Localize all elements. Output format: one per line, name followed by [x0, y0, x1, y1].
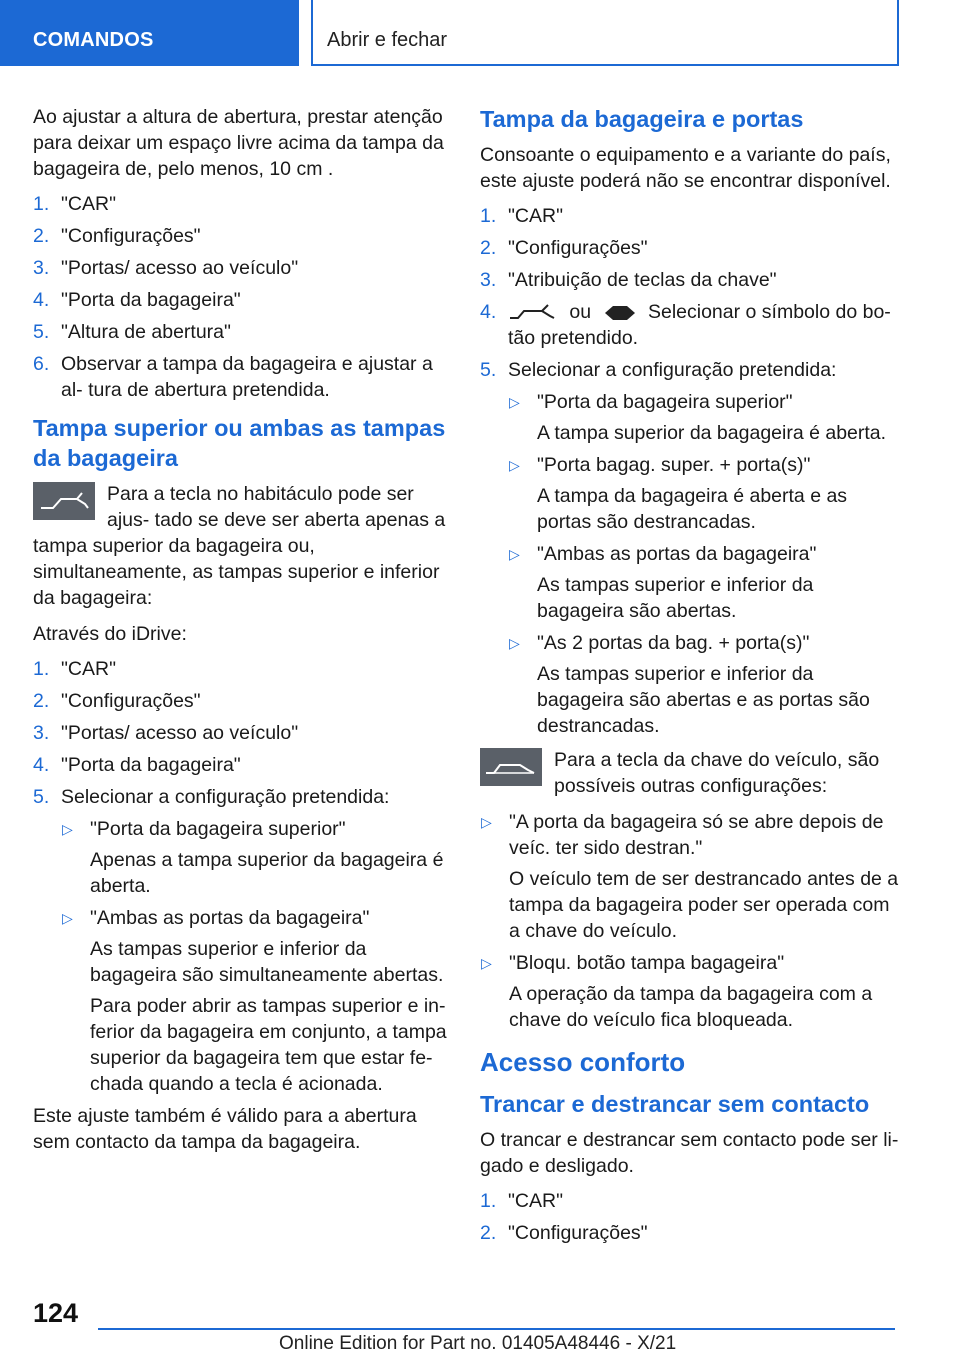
- steps-list: [33, 191, 448, 403]
- car-key-icon: [480, 748, 542, 786]
- section-heading: Tampa superior ou ambas as tampas da bagageira: [33, 415, 446, 471]
- option-item: ▷ "Porta da bagageira superior" Apenas a tampa superior da bagageira é aberta.: [61, 816, 448, 899]
- option-desc: Apenas a tampa superior da bagageira é aberta.: [90, 849, 444, 897]
- chapter-title: Abrir e fechar: [327, 29, 448, 51]
- triangle-bullet-icon: ▷: [62, 821, 73, 837]
- step4-text: Selecionar o símbolo do bo- tão pretendido.: [508, 301, 891, 349]
- closing-paragraph: Este ajuste também é válido para a abertura sem contacto da tampa da bagageira.: [33, 1105, 417, 1153]
- section-heading: Tampa da bagageira e portas: [480, 106, 804, 132]
- note-block: [480, 747, 900, 799]
- list-item: 2. "Configurações": [480, 237, 648, 259]
- option-item: ▷ "Ambas as portas da bagageira" As tampas superior e inferior da bagageira são abertas.: [508, 541, 900, 624]
- triangle-bullet-icon: ▷: [509, 546, 520, 562]
- option-item: ▷ "As 2 portas da bag. + porta(s)" As tampas superior e inferior da bagageira são abertas e as portas são destrancadas.: [508, 630, 900, 739]
- list-item: 4. "Porta da bagageira": [33, 754, 241, 776]
- list-item: 2. "Configurações": [33, 225, 201, 247]
- option-item: ▷ "Porta da bagageira superior" A tampa superior da bagageira é aberta.: [508, 389, 900, 446]
- option-item: ▷ "Bloqu. botão tampa bagageira" A operação da tampa da bagageira com a chave do veículo fica bloqueada.: [480, 950, 900, 1033]
- list-item: 2. "Configurações": [480, 1222, 648, 1244]
- car-key-button-icon: [603, 303, 637, 323]
- option-desc: As tampas superior e inferior da bagageira são simultaneamente abertas.: [90, 938, 444, 986]
- page-number: 124: [33, 1298, 79, 1328]
- or-label: ou: [569, 301, 592, 323]
- triangle-bullet-icon: ▷: [62, 910, 73, 926]
- list-item: 3. "Portas/ acesso ao veículo": [33, 257, 299, 279]
- steps-list: [33, 656, 448, 1097]
- car-key-tailgate-icon: [508, 302, 558, 324]
- edition-footer: Online Edition for Part no. 01405A48446 - X/21: [279, 1333, 677, 1354]
- steps-list: [480, 1188, 900, 1246]
- option-desc: Para poder abrir as tampas superior e in- ferior da bagageira em conjunto, a tampa superior da bagageira tem que estar fe- chada quando a tecla é acionada.: [90, 995, 447, 1095]
- option-desc: A tampa da bagageira é aberta e as portas são destrancadas.: [537, 485, 848, 533]
- triangle-bullet-icon: ▷: [509, 457, 520, 473]
- list-item: 4. ou Selecionar o símbolo do bo- tão pretendido.: [480, 301, 891, 349]
- options-list: [61, 816, 448, 1097]
- triangle-bullet-icon: ▷: [509, 394, 520, 410]
- section-tab: [0, 0, 299, 66]
- list-item: 3. "Atribuição de teclas da chave": [480, 269, 777, 291]
- list-item: 1. "CAR": [33, 658, 117, 680]
- list-item: 5. Selecionar a configuração pretendida: ▷ "Porta da bagageira superior" A tampa superior da bagageira é aberta. ▷ "Porta bagag. super. + porta(s)" A tampa da bagageira é aberta e as portas são destrancadas. ▷ "Ambas as portas da bagageira" As tampas superior e inferior da bagageira são abertas. ▷ "As 2 portas da bag. + porta(s)" As tampas superior e inferior da bagageira são abertas e as portas são destrancadas.: [480, 357, 900, 739]
- triangle-bullet-icon: ▷: [509, 635, 520, 651]
- list-item: 2. "Configurações": [33, 690, 201, 712]
- intro-paragraph: Consoante o equipamento e a variante do país, este ajuste poderá não se encontrar disponível.: [480, 144, 891, 192]
- idrive-label: Através do iDrive:: [33, 623, 187, 645]
- list-item: 5. "Altura de abertura": [33, 321, 231, 343]
- footer-divider: [98, 1328, 895, 1330]
- intro-paragraph: Ao ajustar a altura de abertura, prestar atenção para deixar um espaço livre acima da tampa da bagageira de, pelo menos, 10 cm .: [33, 106, 444, 180]
- intro-paragraph: O trancar e destrancar sem contacto pode ser li- gado e desligado.: [480, 1129, 899, 1177]
- section-label: COMANDOS: [33, 29, 154, 51]
- list-item: 6. Observar a tampa da bagageira e ajustar a al- tura de abertura pretendida.: [33, 353, 433, 401]
- option-desc: As tampas superior e inferior da bagageira são abertas.: [537, 574, 814, 622]
- list-item: 4. "Porta da bagageira": [33, 289, 241, 311]
- option-desc: A tampa superior da bagageira é aberta.: [537, 422, 887, 444]
- option-desc: A operação da tampa da bagageira com a chave do veículo fica bloqueada.: [509, 983, 873, 1031]
- option-desc: As tampas superior e inferior da bagageira são abertas e as portas são destrancadas.: [537, 663, 870, 737]
- options-list: [508, 389, 900, 739]
- note-block: [33, 481, 448, 611]
- chapter-header: [311, 0, 899, 66]
- triangle-bullet-icon: ▷: [481, 955, 492, 971]
- section-heading: Trancar e destrancar sem contacto: [480, 1091, 870, 1117]
- steps-list: [480, 203, 900, 739]
- major-heading: Acesso conforto: [480, 1047, 686, 1077]
- option-item: ▷ "Porta bagag. super. + porta(s)" A tampa da bagageira é aberta e as portas são destrancadas.: [508, 452, 900, 535]
- list-item: 3. "Portas/ acesso ao veículo": [33, 722, 299, 744]
- tailgate-button-icon: [33, 482, 95, 520]
- list-item: 1. "CAR": [480, 1190, 564, 1212]
- list-item: 1. "CAR": [33, 193, 117, 215]
- list-item: 1. "CAR": [480, 205, 564, 227]
- option-item: ▷ "A porta da bagageira só se abre depois de veíc. ter sido destran." O veículo tem de ser destrancado antes de a tampa da bagageira poder ser operada com a chave do veículo.: [481, 811, 899, 942]
- options-list: [480, 809, 900, 1033]
- triangle-bullet-icon: ▷: [481, 814, 492, 830]
- option-desc: O veículo tem de ser destrancado antes de a tampa da bagageira poder ser operada com a chave do veículo.: [509, 868, 899, 942]
- note-text: Para a tecla no habitáculo pode ser ajus- tado se deve ser aberta apenas a tampa superior da bagageira ou, simultaneamente, as tampas superior e inferior da bagageira:: [33, 483, 446, 609]
- note-text: Para a tecla da chave do veículo, são possíveis outras configurações:: [554, 749, 880, 797]
- option-item: ▷ "Ambas as portas da bagageira" As tampas superior e inferior da bagageira são simultaneamente abertas. Para poder abrir as tampas superior e in- ferior da bagageira em conjunto, a tampa superior da bagageira tem que estar fe- chada quando a tecla é acionada.: [62, 907, 447, 1095]
- left-column: [33, 104, 448, 1164]
- right-column: [480, 104, 900, 1252]
- list-item: 5. Selecionar a configuração pretendida: ▷ "Porta da bagageira superior" Apenas a tampa superior da bagageira é aberta. ▷ "Ambas as portas da bagageira" As tampas superior e inferior da bagageira são simultaneamente abertas. Para poder abrir as tampas superior e in- ferior da bagageira em conjunto, a tampa superior da bagageira tem que estar fe- chada quando a tecla é acionada.: [33, 786, 447, 1095]
